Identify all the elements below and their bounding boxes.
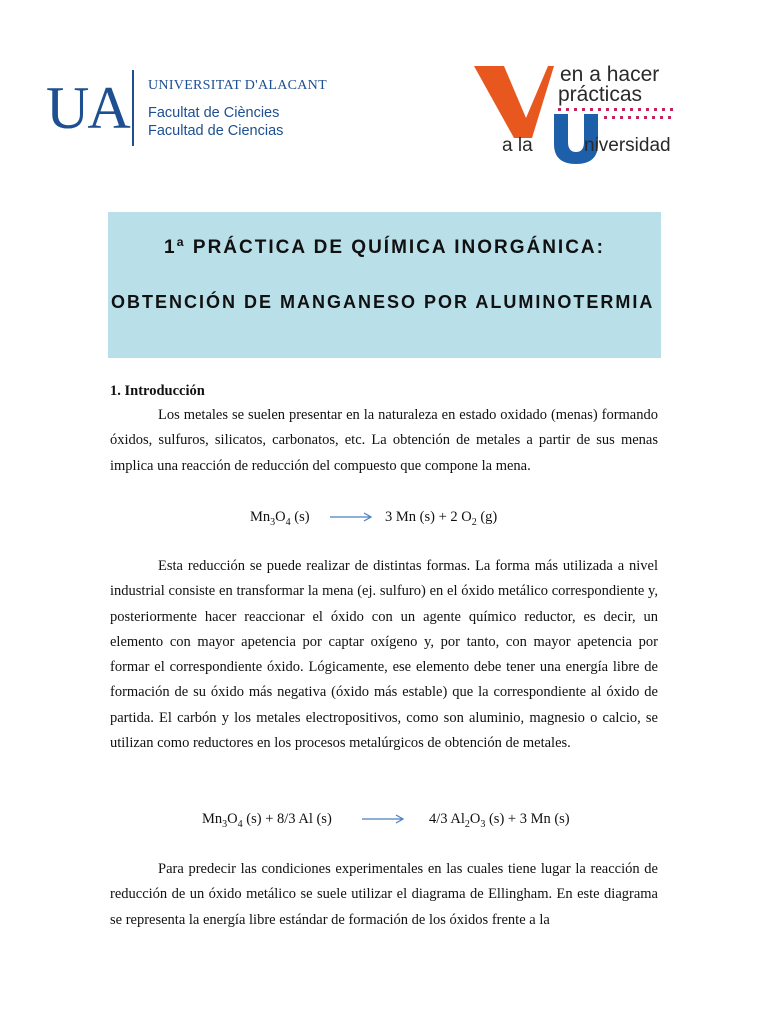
equation-1-products: 3 Mn (s) + 2 $O_2$ (g): [385, 509, 498, 528]
document-subtitle: OBTENCIÓN DE MANGANESO POR ALUMINOTERMIA: [111, 292, 655, 312]
equation-1-reactants: $Mn_3O_4$ (s): [250, 509, 310, 528]
section-heading: 1. Introducción: [110, 383, 205, 399]
paragraph-1-text: Los metales se suelen presentar en la naturaleza en estado oxidado (menas) formando óxidos, sulfuros, silicatos, carbonatos, etc. La obtención de metales a partir de sus menas implica una reacción de reducción del compuesto que compone la mena.: [110, 407, 658, 474]
paragraph-2: [110, 554, 658, 756]
ua-logo-letters: UA: [46, 75, 129, 141]
title-box: [108, 212, 661, 358]
equation-2-reactants: $Mn_3O_4$ (s) + 8/3 Al (s): [202, 811, 332, 830]
ua-faculty-es: Facultad de Ciencias: [148, 123, 284, 139]
logo-text-line4: niversidad: [584, 135, 671, 156]
campaign-logo: [474, 62, 694, 166]
equation-2-products: 4/3 $Al_2O_3$ (s) + 3 Mn (s): [429, 811, 570, 830]
document-title: 1ª PRÁCTICA DE QUÍMICA INORGÁNICA:: [164, 237, 605, 258]
logo-text-line1: en a hacer: [560, 63, 660, 86]
paragraph-3: [110, 857, 658, 933]
paragraph-1: [110, 403, 658, 479]
logo-text-line3: a la: [502, 135, 533, 156]
ua-faculty-ca: Facultat de Ciències: [148, 105, 280, 121]
equation-2-arrow: [362, 813, 406, 825]
logo-dots: [558, 108, 673, 119]
ua-university-name: UNIVERSITAT D'ALACANT: [148, 78, 327, 93]
paragraph-3-text: Para predecir las condiciones experimentales en las cuales tiene lugar la reacción de reducción de un óxido metálico se suele utilizar el diagrama de Ellingham. En este diagrama se representa la energía libre estándar de formación de los óxidos frente a la: [110, 861, 658, 928]
ua-logo-divider: [132, 70, 134, 146]
logo-v-shape: [474, 66, 554, 138]
ua-logo: [46, 70, 346, 150]
equation-1-arrow: [330, 511, 374, 523]
paragraph-2-text: Esta reducción se puede realizar de distintas formas. La forma más utilizada a nivel industrial consiste en transformar la mena (ej. sulfuro) en el óxido metálico correspondiente y, posteriormente hacer reaccionar el óxido con un agente químico reductor, es decir, un elemento con mayor apetencia por captar oxígeno y, por tanto, con mayor apetencia por formar el correspondiente óxido. Lógicamente, ese elemento debe tener una energía libre de formación de su óxido más negativa (óxido más estable) que la correspondiente al óxido de partida. El carbón y los metales electropositivos, como son aluminio, magnesio o calcio, se utilizan como reductores en los procesos metalúrgicos de obtención de metales.: [110, 558, 658, 752]
logo-text-line2: prácticas: [558, 83, 643, 106]
